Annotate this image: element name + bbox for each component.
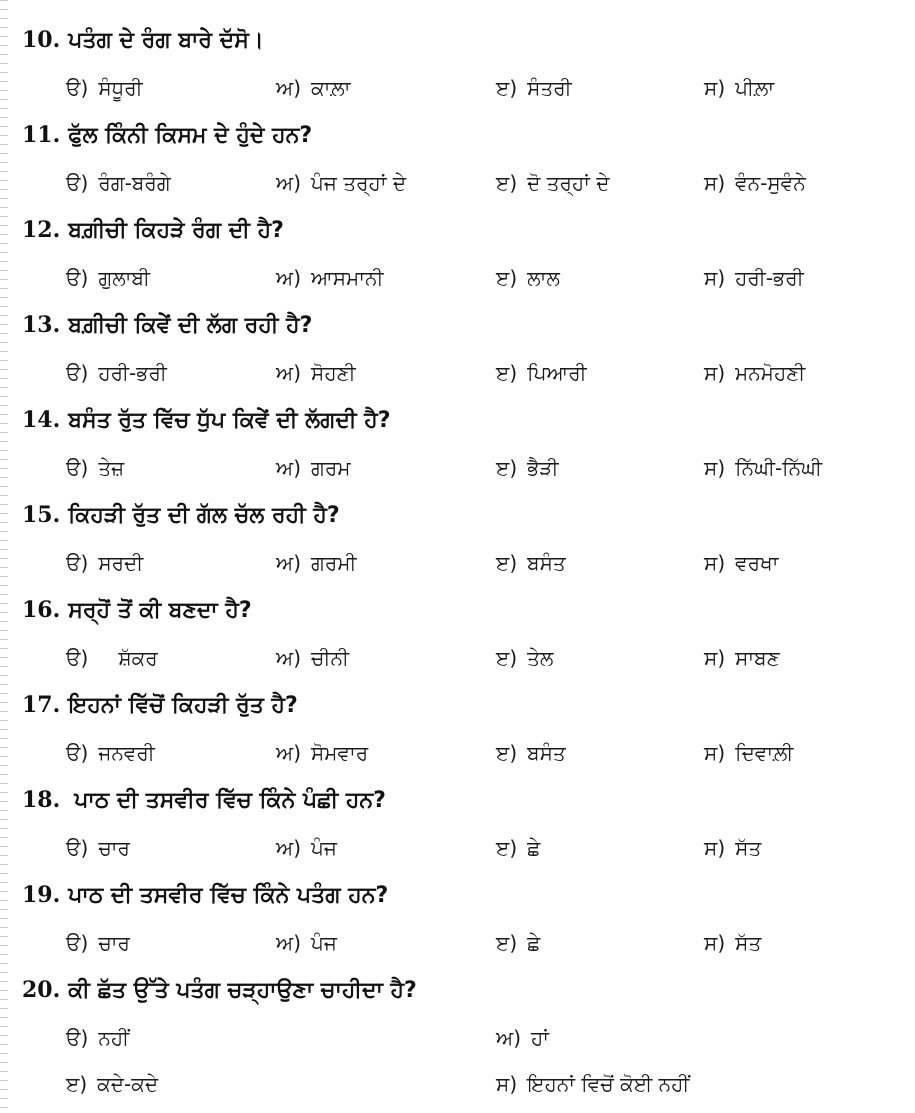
question-19 xyxy=(22,875,388,915)
question-text: ਬਸੰਤ ਰੁੱਤ ਵਿੱਚ ਧੁੱਪ ਕਿਵੇਂ ਦੀ ਲੱਗਦੀ ਹੈ? xyxy=(68,407,391,433)
option-text: ਤੇਜ਼ xyxy=(98,456,125,480)
option-d[interactable] xyxy=(704,165,806,201)
option-marker: ਅ) xyxy=(276,266,302,290)
option-marker: ੳ) xyxy=(66,266,89,290)
question-text: ਕੀ ਛੱਤ ਉੱਤੇ ਪਤੰਗ ਚੜ੍ਹਾਉਣਾ ਚਾਹੀਦਾ ਹੈ? xyxy=(68,977,417,1003)
option-a[interactable] xyxy=(66,165,171,201)
question-20 xyxy=(22,970,417,1010)
option-marker: ੲ) xyxy=(496,361,518,385)
question-text: ਫੁੱਲ ਕਿੰਨੀ ਕਿਸਮ ਦੇ ਹੁੰਦੇ ਹਨ? xyxy=(68,122,313,148)
option-b[interactable] xyxy=(276,545,357,581)
option-marker: ਸ) xyxy=(704,361,726,385)
option-text: ਦੋ ਤਰ੍ਹਾਂ ਦੇ xyxy=(527,171,610,195)
option-marker: ਸ) xyxy=(704,836,726,860)
question-17 xyxy=(22,685,298,725)
question-text: ਕਿਹੜੀ ਰੁੱਤ ਦੀ ਗੱਲ ਚੱਲ ਰਹੀ ਹੈ? xyxy=(68,502,340,528)
option-text: ਬਸੰਤ xyxy=(527,551,566,575)
option-a[interactable] xyxy=(66,640,158,676)
option-c[interactable] xyxy=(496,735,566,771)
option-text: ਤੇਲ xyxy=(527,646,554,670)
option-text: ਨਿੱਘੀ-ਨਿੱਘੀ xyxy=(735,456,823,480)
option-c[interactable] xyxy=(496,355,587,391)
option-marker: ਸ) xyxy=(704,456,726,480)
option-text: ਹਾਂ xyxy=(531,1026,549,1050)
option-text: ਭੈੜੀ xyxy=(527,456,559,480)
option-b[interactable] xyxy=(276,925,337,961)
option-marker: ੲ) xyxy=(496,456,518,480)
option-text: ਸੱਤ xyxy=(735,836,762,860)
option-text: ਚੀਨੀ xyxy=(311,646,350,670)
option-d[interactable] xyxy=(704,640,780,676)
option-marker: ੲ) xyxy=(496,551,518,575)
option-text: ਹਰੀ-ਭਰੀ xyxy=(98,361,167,385)
option-a[interactable] xyxy=(66,450,124,486)
option-marker: ਅ) xyxy=(276,171,302,195)
option-marker: ਅ) xyxy=(276,551,302,575)
option-marker: ੲ) xyxy=(66,1072,88,1096)
option-text: ਵਰਖਾ xyxy=(735,551,779,575)
option-marker: ੳ) xyxy=(66,646,89,670)
option-d[interactable] xyxy=(704,260,804,296)
option-d[interactable] xyxy=(704,70,774,106)
option-marker: ਸ) xyxy=(496,1072,518,1096)
option-text: ਗੁਲਾਬੀ xyxy=(98,266,150,290)
question-10 xyxy=(22,20,264,60)
option-a[interactable] xyxy=(66,830,130,866)
option-marker: ੲ) xyxy=(496,171,518,195)
question-13 xyxy=(22,305,312,345)
option-marker: ਅ) xyxy=(276,456,302,480)
option-text: ਛੇ xyxy=(527,931,541,955)
question-text: ਬਗ਼ੀਚੀ ਕਿਹੜੇ ਰੰਗ ਦੀ ਹੈ? xyxy=(68,217,284,243)
option-marker: ਅ) xyxy=(276,646,302,670)
option-marker: ੳ) xyxy=(66,456,89,480)
option-text: ਇਹਨਾਂ ਵਿਚੋਂ ਕੋਈ ਨਹੀਂ xyxy=(527,1072,690,1096)
option-b[interactable] xyxy=(276,450,351,486)
option-text: ਦਿਵਾਲ਼ੀ xyxy=(735,741,794,765)
question-text: ਬਗ਼ੀਚੀ ਕਿਵੇਂ ਦੀ ਲੱਗ ਰਹੀ ਹੈ? xyxy=(68,312,313,338)
option-text: ਚਾਰ xyxy=(98,836,130,860)
option-b[interactable] xyxy=(276,830,337,866)
option-marker: ਅ) xyxy=(276,931,302,955)
option-marker: ੲ) xyxy=(496,76,518,100)
option-a[interactable] xyxy=(66,260,150,296)
question-11 xyxy=(22,115,312,155)
option-marker: ਸ) xyxy=(704,266,726,290)
option-c[interactable] xyxy=(496,450,558,486)
option-marker: ਸ) xyxy=(704,931,726,955)
question-number: 20. xyxy=(22,977,61,1003)
option-a[interactable] xyxy=(66,735,155,771)
option-text: ਚਾਰ xyxy=(98,931,130,955)
option-d[interactable] xyxy=(704,735,793,771)
option-b[interactable] xyxy=(276,640,349,676)
option-text: ਛੇ xyxy=(527,836,541,860)
option-b[interactable] xyxy=(276,70,350,106)
option-text: ਨਹੀਂ xyxy=(98,1026,130,1050)
option-marker: ਅ) xyxy=(496,1026,522,1050)
option-d[interactable] xyxy=(704,450,822,486)
option-b[interactable] xyxy=(276,735,368,771)
option-text: ਵੰਨ-ਸੁਵੰਨੇ xyxy=(735,171,806,195)
option-marker: ੳ) xyxy=(66,931,89,955)
question-number: 16. xyxy=(22,597,61,623)
option-text: ਸੰਧੂਰੀ xyxy=(98,76,143,100)
question-number: 11. xyxy=(22,122,61,148)
option-text: ਸ਼ੱਕਰ xyxy=(118,646,158,670)
option-d[interactable] xyxy=(496,1066,689,1102)
option-text: ਪੰਜ xyxy=(311,931,337,955)
option-text: ਗਰਮ xyxy=(311,456,351,480)
option-marker: ੳ) xyxy=(66,1026,89,1050)
option-b[interactable] xyxy=(276,260,384,296)
option-marker: ੲ) xyxy=(496,646,518,670)
option-c[interactable] xyxy=(496,830,540,866)
option-marker: ਅ) xyxy=(276,361,302,385)
option-c[interactable] xyxy=(66,1066,158,1102)
option-marker: ੲ) xyxy=(496,931,518,955)
option-text: ਬਸੰਤ xyxy=(527,741,566,765)
option-text: ਸੋਮਵਾਰ xyxy=(311,741,369,765)
option-text: ਸੱਤ xyxy=(735,931,762,955)
option-marker: ਸ) xyxy=(704,171,726,195)
option-c[interactable] xyxy=(496,545,566,581)
option-text: ਕਦੇ-ਕਦੇ xyxy=(97,1072,159,1096)
option-marker: ੳ) xyxy=(66,171,89,195)
option-marker: ਸ) xyxy=(704,551,726,575)
option-text: ਆਸਮਾਨੀ xyxy=(311,266,384,290)
option-text: ਸਰਦੀ xyxy=(98,551,144,575)
question-number: 13. xyxy=(22,312,61,338)
option-marker: ੳ) xyxy=(66,741,89,765)
option-b[interactable] xyxy=(276,355,356,391)
option-marker: ੲ) xyxy=(496,741,518,765)
option-text: ਸੋਹਣੀ xyxy=(311,361,356,385)
option-marker: ਅ) xyxy=(276,741,302,765)
option-text: ਗਰਮੀ xyxy=(311,551,357,575)
question-12 xyxy=(22,210,284,250)
question-16 xyxy=(22,590,252,630)
option-marker: ੳ) xyxy=(66,361,89,385)
question-number: 18. xyxy=(22,787,61,813)
question-text: ਪਾਠ ਦੀ ਤਸਵੀਰ ਵਿੱਚ ਕਿੰਨੇ ਪਤੰਗ ਹਨ? xyxy=(68,882,389,908)
option-text: ਰੰਗ-ਬਰੰਗੇ xyxy=(98,171,171,195)
option-text: ਹਰੀ-ਭਰੀ xyxy=(735,266,804,290)
question-number: 19. xyxy=(22,882,61,908)
question-text: ਸਰ੍ਹੋਂ ਤੋਂ ਕੀ ਬਣਦਾ ਹੈ? xyxy=(68,597,252,623)
option-a[interactable] xyxy=(66,355,167,391)
question-text: ਇਹਨਾਂ ਵਿੱਚੋਂ ਕਿਹੜੀ ਰੁੱਤ ਹੈ? xyxy=(68,692,298,718)
option-d[interactable] xyxy=(704,545,778,581)
question-14 xyxy=(22,400,391,440)
option-c[interactable] xyxy=(496,925,540,961)
option-text: ਪੰਜ xyxy=(311,836,337,860)
option-b[interactable] xyxy=(496,1020,549,1056)
option-c[interactable] xyxy=(496,640,553,676)
option-marker: ੲ) xyxy=(496,266,518,290)
question-18 xyxy=(22,780,386,820)
question-text: ਪਤੰਗ ਦੇ ਰੰਗ ਬਾਰੇ ਦੱਸੋ। xyxy=(68,27,264,53)
question-number: 10. xyxy=(22,27,61,53)
option-c[interactable] xyxy=(496,260,560,296)
option-text: ਲਾਲ xyxy=(527,266,560,290)
option-b[interactable] xyxy=(276,165,406,201)
option-marker: ੳ) xyxy=(66,551,89,575)
option-text: ਕਾਲ਼ਾ xyxy=(311,76,351,100)
option-c[interactable] xyxy=(496,70,572,106)
option-marker: ੳ) xyxy=(66,76,89,100)
question-15 xyxy=(22,495,340,535)
option-text: ਪੰਜ ਤਰ੍ਹਾਂ ਦੇ xyxy=(311,171,407,195)
question-number: 12. xyxy=(22,217,61,243)
question-number: 14. xyxy=(22,407,61,433)
option-marker: ਅ) xyxy=(276,76,302,100)
question-number: 17. xyxy=(22,692,61,718)
option-text: ਪੀਲ਼ਾ xyxy=(735,76,775,100)
option-text: ਪਿਆਰੀ xyxy=(527,361,587,385)
option-c[interactable] xyxy=(496,165,609,201)
option-a[interactable] xyxy=(66,70,143,106)
question-text: ਪਾਠ ਦੀ ਤਸਵੀਰ ਵਿੱਚ ਕਿੰਨੇ ਪੰਛੀ ਹਨ? xyxy=(74,787,386,813)
option-d[interactable] xyxy=(704,830,761,866)
option-d[interactable] xyxy=(704,925,761,961)
option-text: ਜਨਵਰੀ xyxy=(98,741,155,765)
question-number: 15. xyxy=(22,502,61,528)
option-marker: ਸ) xyxy=(704,741,726,765)
option-marker: ੲ) xyxy=(496,836,518,860)
option-text: ਮਨਮੋਹਣੀ xyxy=(735,361,806,385)
option-a[interactable] xyxy=(66,925,130,961)
option-marker: ਸ) xyxy=(704,646,726,670)
option-d[interactable] xyxy=(704,355,805,391)
option-marker: ਸ) xyxy=(704,76,726,100)
option-marker: ੳ) xyxy=(66,836,89,860)
option-a[interactable] xyxy=(66,545,143,581)
option-text: ਸੰਤਰੀ xyxy=(527,76,572,100)
option-a[interactable] xyxy=(66,1020,129,1056)
option-marker: ਅ) xyxy=(276,836,302,860)
option-text: ਸਾਬਣ xyxy=(735,646,780,670)
